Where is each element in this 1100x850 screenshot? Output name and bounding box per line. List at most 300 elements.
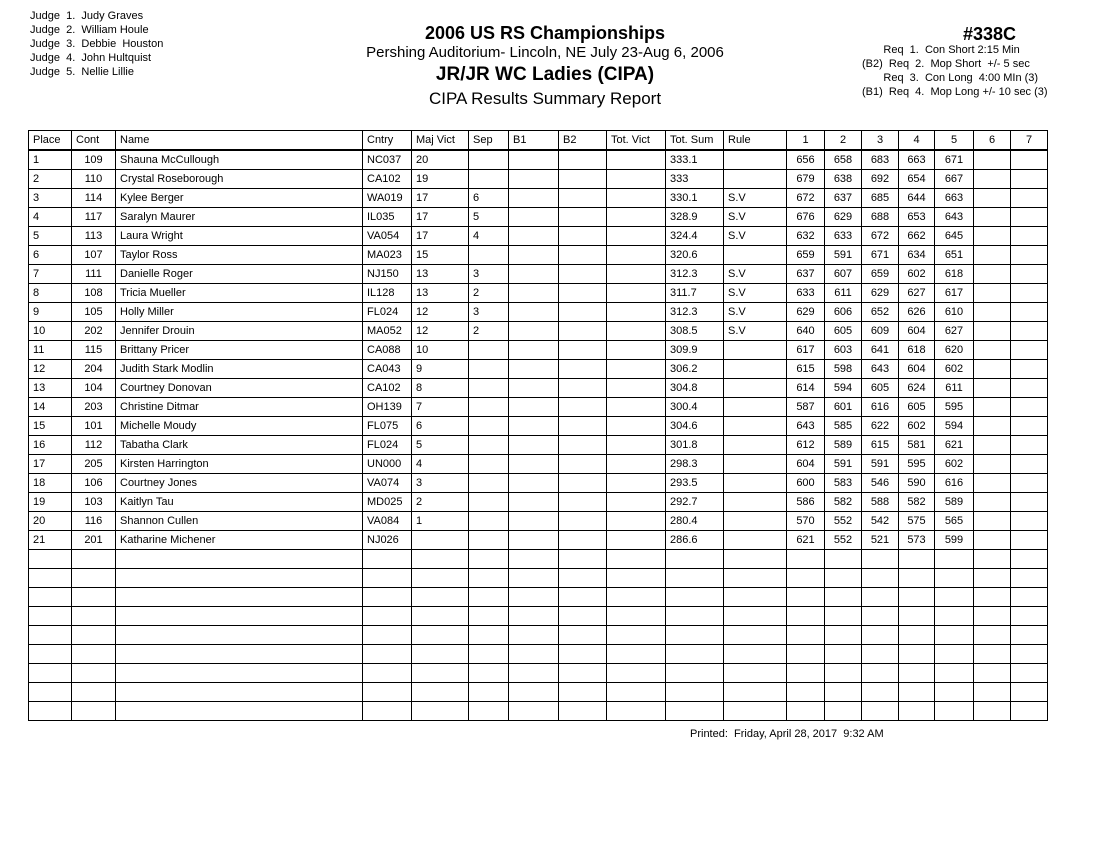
b2-cell [559,170,607,189]
empty-cell [29,664,72,683]
empty-cell [72,607,116,626]
empty-cell [1011,683,1048,702]
judges-list [30,9,163,79]
report-title: CIPA Results Summary Report [428,89,662,108]
judge-3-score: 609 [862,322,899,341]
judge-6-score [974,455,1011,474]
judge-7-score [1011,436,1048,455]
tot-vict-cell [607,493,666,512]
b2-cell [559,284,607,303]
empty-cell [724,626,787,645]
name-cell: Saralyn Maurer [116,208,363,227]
tot-vict-cell [607,398,666,417]
empty-cell [724,683,787,702]
tot-sum-cell: 333 [666,170,724,189]
col-header-judge-3: 3 [862,131,899,151]
b2-cell [559,208,607,227]
judge-5-score: 663 [935,189,974,208]
judge-1-score: 629 [787,303,825,322]
place-cell: 15 [29,417,72,436]
cntry-cell: MA052 [363,322,412,341]
event-name: JR/JR WC Ladies (CIPA) [435,64,655,85]
empty-cell [974,683,1011,702]
judge-3-score: 615 [862,436,899,455]
tot-vict-cell [607,170,666,189]
judge-4-score: 581 [899,436,935,455]
maj-vict-cell: 2 [412,493,469,512]
judge-4-score: 662 [899,227,935,246]
table-row [29,189,1048,208]
place-cell: 16 [29,436,72,455]
venue-dates: Pershing Auditorium- Lincoln, NE July 23-Aug 6, 2006 [366,44,724,61]
judge-5: Judge 5. Nellie Lillie [30,66,134,78]
empty-cell [825,683,862,702]
empty-cell [29,702,72,721]
empty-cell [607,683,666,702]
b1-cell [509,303,559,322]
empty-cell [412,607,469,626]
empty-cell [935,569,974,588]
table-row [29,246,1048,265]
empty-cell [974,550,1011,569]
empty-cell [116,702,363,721]
cont-cell: 112 [72,436,116,455]
empty-cell [29,626,72,645]
judge-7-score [1011,303,1048,322]
empty-cell [825,645,862,664]
judge-7-score [1011,208,1048,227]
judge-1-score: 672 [787,189,825,208]
judge-3-score: 688 [862,208,899,227]
judge-7-score [1011,493,1048,512]
tot-sum-cell: 304.8 [666,379,724,398]
empty-cell [724,664,787,683]
judge-1-score: 612 [787,436,825,455]
judge-5-score: 595 [935,398,974,417]
judge-7-score [1011,379,1048,398]
tot-vict-cell [607,303,666,322]
judge-5-score: 565 [935,512,974,531]
sep-cell [469,455,509,474]
judge-6-score [974,417,1011,436]
empty-cell [72,588,116,607]
maj-vict-cell: 17 [412,208,469,227]
judge-4-score: 634 [899,246,935,265]
sep-cell [469,512,509,531]
cntry-cell: CA088 [363,341,412,360]
cont-cell: 103 [72,493,116,512]
empty-table-row [29,550,1048,569]
judge-2-score: 629 [825,208,862,227]
place-cell: 10 [29,322,72,341]
tot-vict-cell [607,512,666,531]
table-row [29,227,1048,246]
empty-cell [724,550,787,569]
judge-4-score: 626 [899,303,935,322]
name-cell: Kirsten Harrington [116,455,363,474]
judge-3-score: 692 [862,170,899,189]
judge-1-score: 587 [787,398,825,417]
col-header-judge-7: 7 [1011,131,1048,151]
empty-cell [666,626,724,645]
results-body [29,150,1048,721]
b2-cell [559,417,607,436]
empty-cell [469,607,509,626]
judge-7-score [1011,170,1048,189]
cntry-cell: CA102 [363,170,412,189]
judge-5-score: 617 [935,284,974,303]
empty-cell [363,702,412,721]
empty-cell [974,664,1011,683]
b1-cell [509,379,559,398]
judge-3-score: 643 [862,360,899,379]
place-cell: 3 [29,189,72,208]
maj-vict-cell: 17 [412,227,469,246]
sep-cell [469,398,509,417]
sep-cell [469,379,509,398]
empty-cell [509,702,559,721]
empty-cell [469,645,509,664]
place-cell: 12 [29,360,72,379]
rule-cell [724,474,787,493]
judge-6-score [974,208,1011,227]
rule-cell [724,436,787,455]
b1-cell [509,189,559,208]
empty-cell [509,607,559,626]
empty-cell [469,550,509,569]
cntry-cell: VA074 [363,474,412,493]
empty-cell [469,683,509,702]
judge-5-score: 618 [935,265,974,284]
cntry-cell: FL024 [363,303,412,322]
empty-cell [469,626,509,645]
b1-cell [509,341,559,360]
empty-table-row [29,607,1048,626]
b2-cell [559,436,607,455]
empty-cell [116,626,363,645]
empty-cell [559,702,607,721]
rule-cell [724,493,787,512]
maj-vict-cell: 12 [412,322,469,341]
requirement-2: (B2) Req 2. Mop Short +/- 5 sec [862,58,1030,70]
b1-cell [509,531,559,550]
judge-7-score [1011,246,1048,265]
cont-cell: 109 [72,150,116,170]
empty-cell [29,683,72,702]
place-cell: 18 [29,474,72,493]
col-header-tot-vict: Tot. Vict [607,131,666,151]
judge-2-score: 638 [825,170,862,189]
empty-cell [412,645,469,664]
cont-cell: 205 [72,455,116,474]
judge-4: Judge 4. John Hultquist [30,52,152,64]
judge-4-score: 602 [899,265,935,284]
cntry-cell: NC037 [363,150,412,170]
rule-cell [724,531,787,550]
empty-cell [509,550,559,569]
judge-3-score: 629 [862,284,899,303]
tot-sum-cell: 298.3 [666,455,724,474]
empty-cell [116,664,363,683]
empty-cell [899,626,935,645]
tot-vict-cell [607,208,666,227]
place-cell: 19 [29,493,72,512]
judge-5-score: 616 [935,474,974,493]
judge-3-score: 521 [862,531,899,550]
sep-cell [469,150,509,170]
judge-3-score: 622 [862,417,899,436]
empty-cell [666,683,724,702]
col-header-judge-5: 5 [935,131,974,151]
judge-1-score: 586 [787,493,825,512]
name-cell: Courtney Jones [116,474,363,493]
place-cell: 2 [29,170,72,189]
judge-7-score [1011,189,1048,208]
judge-7-score [1011,512,1048,531]
rule-cell [724,150,787,170]
tot-sum-cell: 308.5 [666,322,724,341]
empty-cell [607,664,666,683]
empty-cell [363,550,412,569]
empty-cell [559,569,607,588]
sep-cell [469,341,509,360]
cntry-cell: FL075 [363,417,412,436]
cont-cell: 107 [72,246,116,265]
sep-cell: 6 [469,189,509,208]
b2-cell [559,189,607,208]
cont-cell: 202 [72,322,116,341]
empty-cell [29,607,72,626]
empty-cell [666,569,724,588]
empty-cell [412,588,469,607]
empty-cell [1011,588,1048,607]
judge-5-score: 610 [935,303,974,322]
name-cell: Holly Miller [116,303,363,322]
empty-cell [1011,702,1048,721]
name-cell: Danielle Roger [116,265,363,284]
name-cell: Shauna McCullough [116,150,363,170]
judge-1-score: 621 [787,531,825,550]
col-header-b2: B2 [559,131,607,151]
judge-2-score: 583 [825,474,862,493]
empty-cell [724,645,787,664]
rule-cell: S.V [724,322,787,341]
b2-cell [559,246,607,265]
judge-7-score [1011,150,1048,170]
judge-1-score: 637 [787,265,825,284]
empty-table-row [29,664,1048,683]
judge-1: Judge 1. Judy Graves [30,10,144,22]
judge-7-score [1011,360,1048,379]
rule-cell [724,417,787,436]
empty-cell [862,607,899,626]
cntry-cell: MD025 [363,493,412,512]
maj-vict-cell: 12 [412,303,469,322]
empty-cell [974,626,1011,645]
tot-sum-cell: 286.6 [666,531,724,550]
cntry-cell: NJ026 [363,531,412,550]
cntry-cell: IL035 [363,208,412,227]
empty-cell [862,626,899,645]
empty-table-row [29,626,1048,645]
empty-cell [787,626,825,645]
b2-cell [559,512,607,531]
rule-cell [724,341,787,360]
empty-cell [469,702,509,721]
table-header-row [29,131,1048,151]
empty-cell [469,664,509,683]
tot-sum-cell: 330.1 [666,189,724,208]
empty-cell [116,645,363,664]
empty-cell [787,645,825,664]
rule-cell [724,379,787,398]
empty-cell [509,626,559,645]
report-header [330,22,760,110]
sep-cell: 4 [469,227,509,246]
empty-cell [559,683,607,702]
empty-cell [29,569,72,588]
col-header-judge-4: 4 [899,131,935,151]
judge-6-score [974,379,1011,398]
judge-3-score: 546 [862,474,899,493]
empty-cell [899,683,935,702]
b1-cell [509,360,559,379]
b2-cell [559,474,607,493]
sep-cell [469,493,509,512]
empty-cell [509,683,559,702]
col-header-tot-sum: Tot. Sum [666,131,724,151]
empty-cell [935,607,974,626]
empty-cell [1011,607,1048,626]
empty-cell [72,664,116,683]
b2-cell [559,398,607,417]
empty-cell [974,588,1011,607]
empty-table-row [29,645,1048,664]
empty-cell [787,664,825,683]
place-cell: 21 [29,531,72,550]
judge-2-score: 591 [825,246,862,265]
tot-vict-cell [607,379,666,398]
judge-5-score: 651 [935,246,974,265]
empty-cell [935,664,974,683]
empty-cell [974,569,1011,588]
judge-4-score: 604 [899,322,935,341]
judge-6-score [974,531,1011,550]
empty-cell [72,569,116,588]
maj-vict-cell: 9 [412,360,469,379]
b2-cell [559,379,607,398]
tot-sum-cell: 301.8 [666,436,724,455]
empty-cell [72,626,116,645]
b2-cell [559,227,607,246]
empty-cell [899,607,935,626]
empty-cell [1011,645,1048,664]
judge-2-score: 603 [825,341,862,360]
sep-cell: 2 [469,322,509,341]
place-cell: 20 [29,512,72,531]
b1-cell [509,150,559,170]
empty-cell [825,702,862,721]
judge-3-score: 685 [862,189,899,208]
empty-cell [1011,550,1048,569]
judge-3-score: 671 [862,246,899,265]
col-header-sep: Sep [469,131,509,151]
tot-vict-cell [607,150,666,170]
tot-vict-cell [607,455,666,474]
judge-2-score: 594 [825,379,862,398]
name-cell: Jennifer Drouin [116,322,363,341]
cntry-cell: MA023 [363,246,412,265]
requirement-4: (B1) Req 4. Mop Long +/- 10 sec (3) [862,86,1048,98]
judge-3-score: 659 [862,265,899,284]
judge-3-score: 641 [862,341,899,360]
b1-cell [509,284,559,303]
b2-cell [559,303,607,322]
cont-cell: 111 [72,265,116,284]
judge-3-score: 683 [862,150,899,170]
cont-cell: 105 [72,303,116,322]
judge-3-score: 616 [862,398,899,417]
tot-sum-cell: 306.2 [666,360,724,379]
rule-cell [724,170,787,189]
judge-4-score: 663 [899,150,935,170]
judge-2-score: 589 [825,436,862,455]
empty-cell [935,702,974,721]
empty-cell [607,607,666,626]
judge-6-score [974,170,1011,189]
name-cell: Christine Ditmar [116,398,363,417]
rule-cell: S.V [724,284,787,303]
empty-cell [1011,664,1048,683]
printed-timestamp: Printed: Friday, April 28, 2017 9:32 AM [690,728,884,740]
cntry-cell: FL024 [363,436,412,455]
empty-cell [724,702,787,721]
sep-cell [469,474,509,493]
empty-cell [935,683,974,702]
judge-1-score: 659 [787,246,825,265]
empty-cell [862,550,899,569]
judge-3-score: 672 [862,227,899,246]
empty-cell [469,569,509,588]
table-row [29,150,1048,170]
empty-cell [666,664,724,683]
judge-2-score: 606 [825,303,862,322]
name-cell: Michelle Moudy [116,417,363,436]
empty-cell [363,607,412,626]
empty-cell [862,645,899,664]
table-row [29,493,1048,512]
empty-cell [899,664,935,683]
cont-cell: 117 [72,208,116,227]
name-cell: Katharine Michener [116,531,363,550]
maj-vict-cell: 17 [412,189,469,208]
empty-cell [72,683,116,702]
tot-vict-cell [607,417,666,436]
table-row [29,322,1048,341]
tot-sum-cell: 312.3 [666,265,724,284]
col-header-place: Place [29,131,72,151]
empty-cell [899,645,935,664]
judge-6-score [974,493,1011,512]
cntry-cell: WA019 [363,189,412,208]
rule-cell [724,246,787,265]
empty-cell [72,550,116,569]
maj-vict-cell: 10 [412,341,469,360]
judge-1-score: 679 [787,170,825,189]
b1-cell [509,493,559,512]
judge-2-score: 607 [825,265,862,284]
cont-cell: 110 [72,170,116,189]
